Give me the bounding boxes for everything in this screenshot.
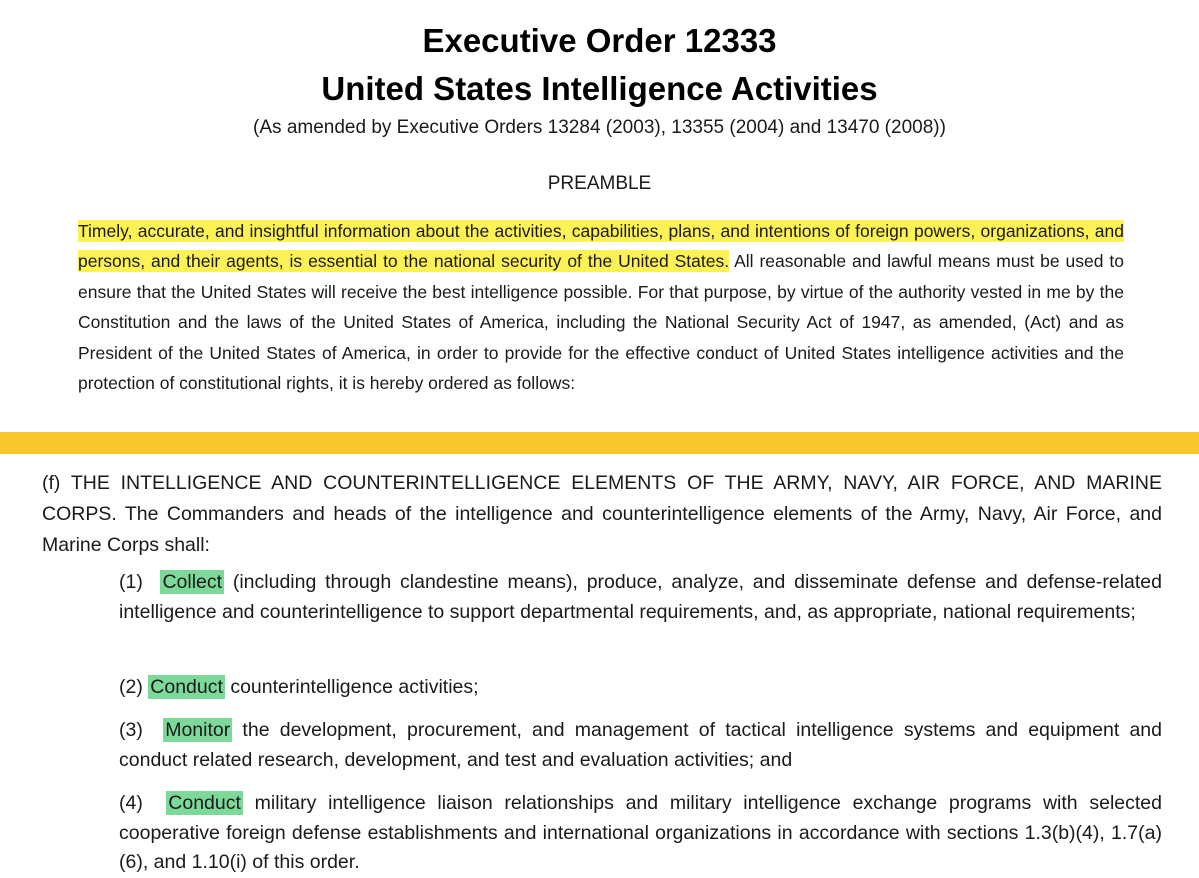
item-text: military intelligence liaison relationships and military intelligence exchange programs with selected cooperative foreign defense establishments and international organizations in accordance with sections 1.3(b)(4), 1.7(a)(6), and 1.10(i) of this order. (119, 792, 1162, 873)
list-item-3 (119, 716, 1162, 775)
item-text: counterintelligence activities; (224, 676, 479, 698)
item-number: (3) (119, 719, 143, 741)
list-item-1 (119, 568, 1162, 627)
document-subtitle: United States Intelligence Activities (321, 70, 878, 107)
preamble-paragraph (78, 216, 1124, 398)
item-number: (1) (119, 571, 143, 593)
item-number: (2) (119, 676, 143, 698)
item-number: (4) (119, 792, 143, 814)
item-text: (including through clandestine means), produce, analyze, and disseminate defense and defense-related intelligence and counterintelligence to support departmental requirements, and, as appropriate, national requirements; (119, 571, 1162, 623)
item-text: the development, procurement, and management of tactical intelligence systems and equipment and conduct related research, development, and test and evaluation activities; and (119, 719, 1162, 771)
highlighted-keyword: Conduct (150, 676, 223, 698)
section-f-paragraph: (f) THE INTELLIGENCE AND COUNTERINTELLIGENCE ELEMENTS OF THE ARMY, NAVY, AIR FORCE, AND MARINE CORPS. The Commanders and heads of the intelligence and counterintelligence elements of the Army, Navy, Air Force, and Marine Corps shall: (42, 472, 1162, 556)
highlighted-keyword: Monitor (165, 719, 231, 741)
document-title: Executive Order 12333 (422, 22, 777, 59)
section-f-excerpt (0, 454, 1199, 877)
list-item-4 (119, 789, 1162, 878)
section-divider-bar (0, 432, 1199, 454)
highlighted-preamble-sentence: Timely, accurate, and insightful information about the activities, capabilities, plans, and intentions of foreign powers, organizations, and persons, and their agents, is essential to the national security of the United States. (78, 221, 1124, 272)
highlighted-keyword: Collect (162, 571, 223, 593)
list-item-2 (119, 673, 1162, 703)
amendment-note: (As amended by Executive Orders 13284 (2003), 13355 (2004) and 13470 (2008)) (253, 117, 946, 138)
preamble-rest: All reasonable and lawful means must be used to ensure that the United States will receive the best intelligence possible. For that purpose, by virtue of the authority vested in me by the Constitution and the laws of the United States of America, including the National Security Act of 1947, as amended, (Act) and as President of the United States of America, in order to provide for the effective conduct of United States intelligence activities and the protection of constitutional rights, it is hereby ordered as follows: (78, 251, 1125, 394)
highlighted-keyword: Conduct (168, 792, 241, 814)
preamble-heading: PREAMBLE (547, 173, 652, 194)
preamble-excerpt (0, 0, 1199, 432)
